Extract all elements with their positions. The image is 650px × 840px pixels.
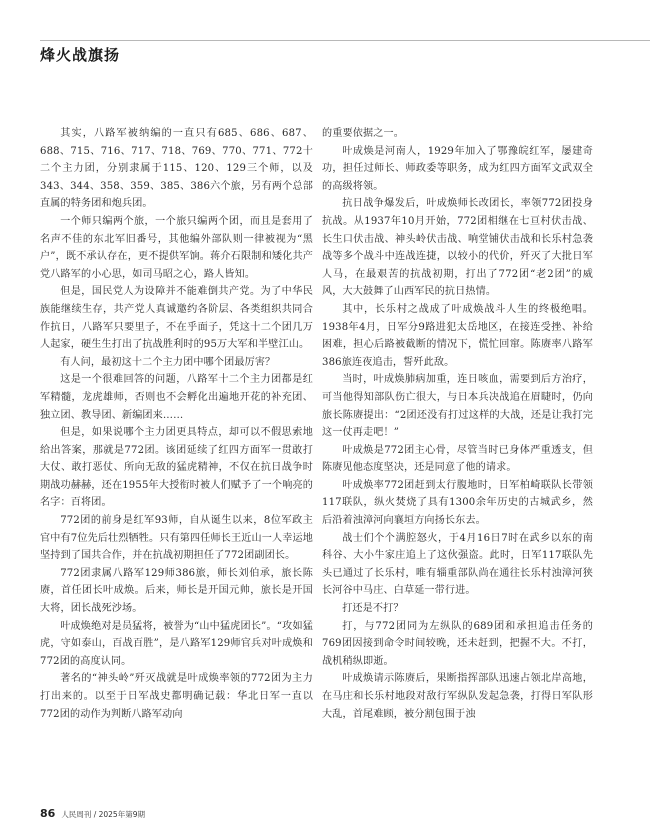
body-paragraph: 打还是不打？ bbox=[342, 603, 404, 615]
body-paragraph: 叶成焕请示陈赓后，果断指挥部队迅速占领北岸高地，在马庄和长乐村地段对敌行军纵队发起急袭，打得日军队形大乱，首尾难顾，被分割包围于浊 bbox=[322, 673, 593, 720]
body-paragraph: 著名的“神头岭”歼灭战就是叶成焕率领的772团为主力打出来的。以至于日军战史都明确记载：华北日军一直以772团的动作为判断八路军动向 bbox=[40, 673, 313, 720]
body-paragraph: 叶成焕绝对是员猛将，被誉为“山中猛虎团长”。“攻如猛虎，守如泰山，百战百胜”，是八路军129师官兵对叶成焕和772团的高度认同。 bbox=[40, 620, 313, 667]
left-column bbox=[40, 125, 313, 785]
body-paragraph: 但是，国民党人为设障并不能难倒共产党。为了中华民族能继续生存，共产党人真诚邀约各阶层、各类组织共同合作抗日，八路军只要里子，不在乎面子，凭这十二个团几万人起家，硬生生打出了抗战胜利时的95万大军和半壁江山。 bbox=[40, 286, 313, 351]
body-paragraph: 叶成焕是772团主心骨，尽管当时已身体严重透支，但陈赓见他态度坚决，还是同意了他的请求。 bbox=[322, 444, 593, 474]
body-paragraph: 这是一个很难回答的问题，八路军十二个主力团都是红军精髓，龙虎雄师，否则也不会孵化出遍地开花的补充团、独立团、教导团、新编团来…… bbox=[40, 374, 313, 421]
page-footer bbox=[40, 807, 145, 820]
body-paragraph: 其实，八路军被纳编的一直只有685、686、687、688、715、716、717、718、769、770、771、772十二个主力团，分别隶属于115、120、129三个师，以及343、344、358、359、385、386六个旅，另有两个总部直属的特务团和炮兵团。 bbox=[40, 128, 313, 210]
right-column bbox=[322, 125, 593, 785]
body-paragraph: 的重要依据之一。 bbox=[322, 128, 404, 139]
page-number: 86 bbox=[40, 807, 56, 820]
body-paragraph: 但是，如果说哪个主力团更具特点，却可以不假思索地给出答案，那就是772团。该团延续了红四方面军一贯敢打大仗、敢打恶仗、所向无敌的猛虎精神，不仅在抗日战争时期战功赫赫，还在1955年大授衔时被人们赋予了一个响亮的名字：百将团。 bbox=[40, 427, 313, 509]
body-paragraph: 当时，叶成焕肺病加重，连日咳血，需要到后方治疗，可当他得知部队伤亡很大，与日本兵决战追在眉睫时，仍向旅长陈赓提出：“2团还没有打过这样的大战，还是让我打完这一仗再走吧！” bbox=[322, 374, 593, 439]
section-title: 烽火战旗扬 bbox=[40, 46, 121, 64]
body-paragraph: 叶成焕是河南人，1929年加入了鄂豫皖红军，屡建奇功，担任过师长、师政委等职务，成为红四方面军文武双全的高级将领。 bbox=[322, 145, 593, 192]
top-rule bbox=[40, 40, 650, 41]
body-paragraph: 打，与772团同为左纵队的689团和承担追击任务的769团因接到命令时间较晚，还未赶到，把握不大。不打，战机稍纵即逝。 bbox=[322, 620, 593, 667]
body-paragraph: 有人问，最初这十二个主力团中哪个团最厉害？ bbox=[60, 356, 276, 368]
body-paragraph: 抗日战争爆发后，叶成焕师长改团长，率领772团投身抗战。从1937年10月开始，772团相继在七亘村伏击战、长生口伏击战、神头岭伏击战、响堂铺伏击战和长乐村急袭战等多个战斗中连战连捷，以较小的代价，歼灭了大批日军人马，在最艰苦的抗战初期，打出了772团“老2团”的威风，大大鼓舞了山西军民的抗日热情。 bbox=[322, 198, 593, 298]
publication-info: 人民周刊 / 2025年第9期 bbox=[61, 810, 145, 819]
body-paragraph: 一个师只编两个旅，一个旅只编两个团，而且是套用了名声不佳的东北军旧番号，其他编外部队则一律被视为“黑户”，既不承认存在，更不提供军饷。蒋介石限制和矮化共产党八路军的小心思，如司马昭之心，路人皆知。 bbox=[40, 215, 313, 280]
body-paragraph: 772团隶属八路军129师386旅，师长刘伯承，旅长陈赓，首任团长叶成焕。后来，师长是开国元帅，旅长是开国大将，团长战死沙场。 bbox=[40, 567, 313, 615]
body-paragraph: 其中，长乐村之战成了叶成焕战斗人生的终极绝唱。1938年4月，日军分9路进犯太岳地区，在接连受挫、补给困难，担心后路被截断的情况下，慌忙回窜。陈赓率八路军386旅连夜追击，誓歼此敌。 bbox=[322, 303, 593, 368]
body-paragraph: 叶成焕率772团赶到太行腹地时，日军柏崎联队长带领117联队，纵火焚烧了具有1300余年历史的古城武乡，然后沿着浊漳河向襄垣方向扬长东去。 bbox=[322, 479, 593, 527]
body-paragraph: 772团的前身是红军93师，自从诞生以来，8位军政主官中有7位先后壮烈牺牲。只有第四任师长王近山一人幸运地坚持到了国共合作，并在抗战初期担任了772团副团长。 bbox=[40, 515, 313, 562]
body-paragraph: 战士们个个满腔怒火，于4月16日7时在武乡以东的南科谷、大小牛家庄追上了这伙强盗。此时，日军117联队先头已通过了长乐村，唯有辎重部队尚在通往长乐村浊漳河狭长河谷中马庄、白草延一带行进。 bbox=[322, 532, 593, 597]
